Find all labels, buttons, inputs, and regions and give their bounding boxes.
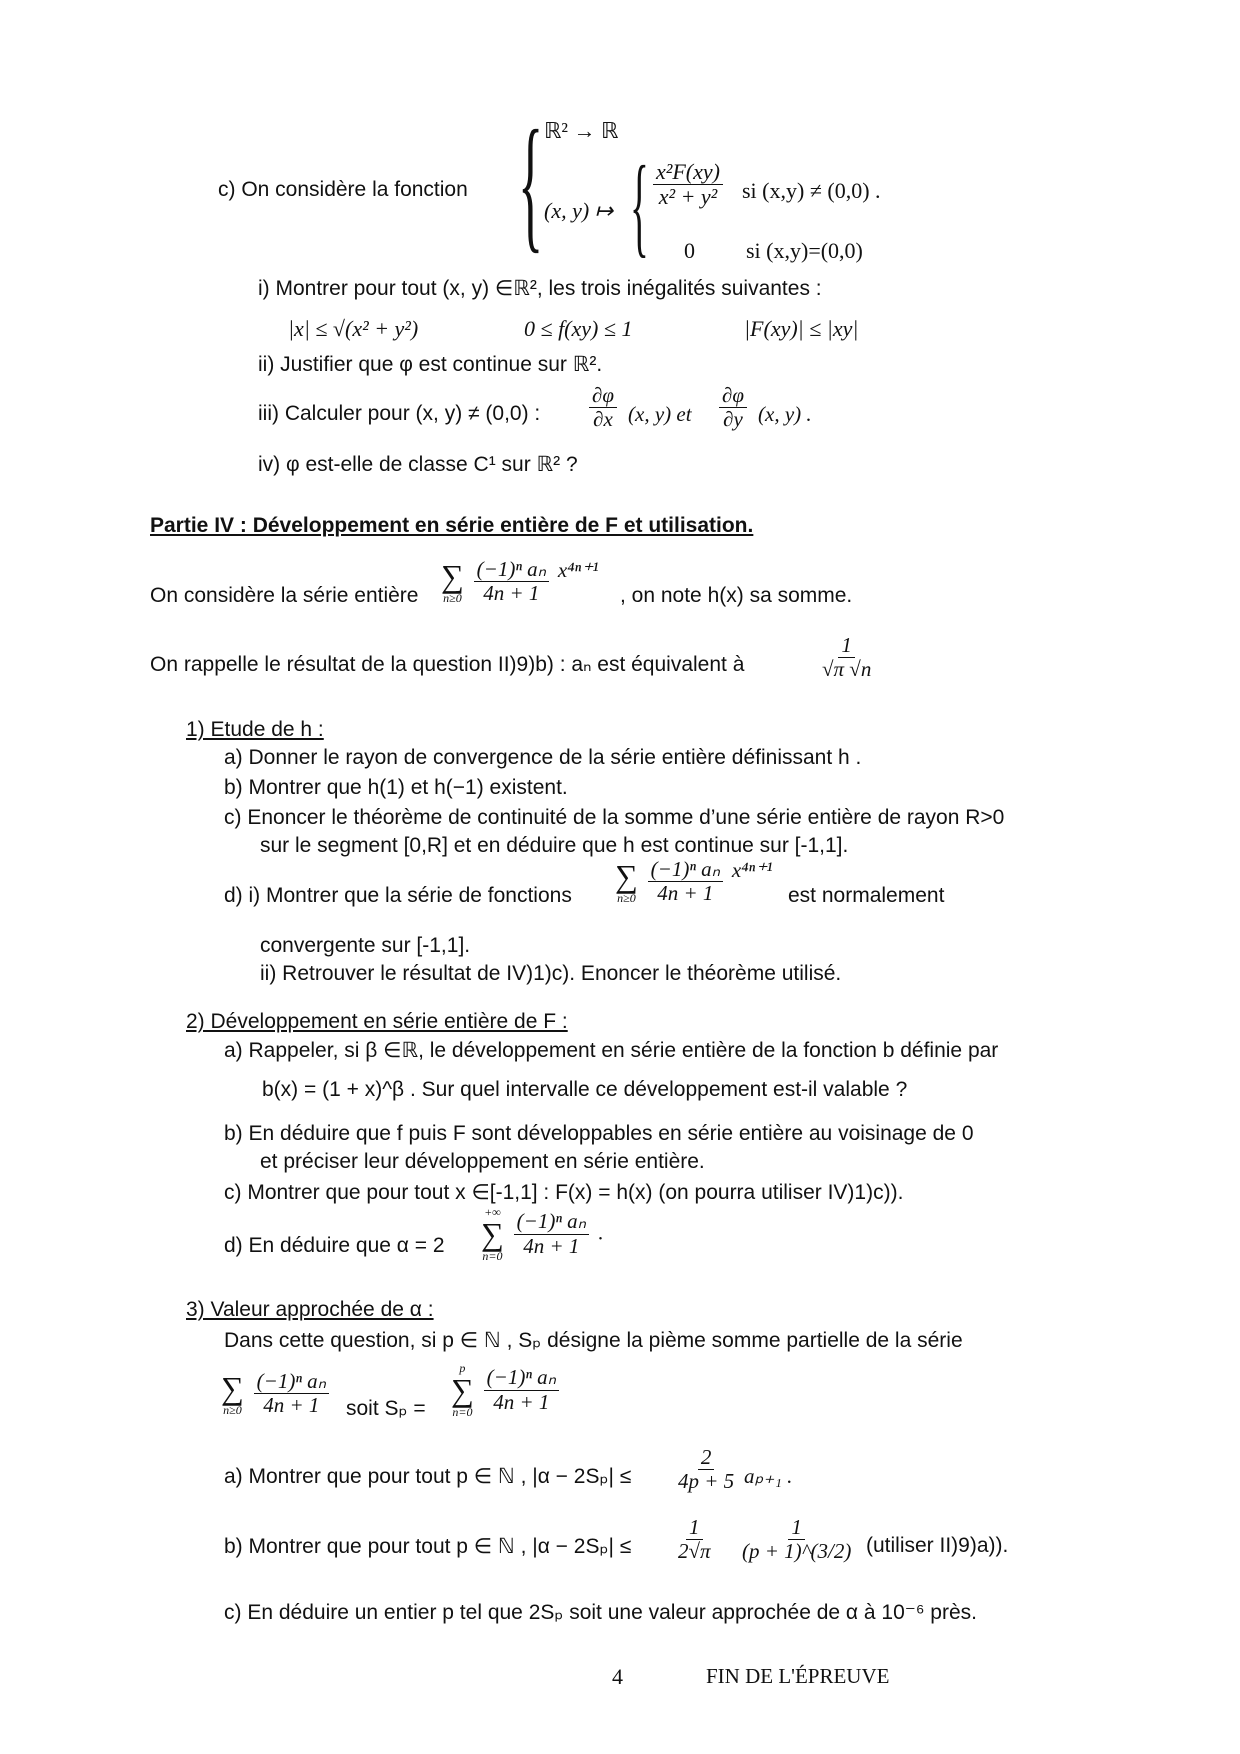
end-label: FIN DE L'ÉPREUVE [706, 1664, 890, 1688]
part3c-iv: iv) φ est-elle de classe C¹ sur ℝ² ? [258, 453, 578, 476]
q2d-upper: +∞ [484, 1205, 501, 1219]
q3a-num: 2 [698, 1446, 715, 1470]
part4-intro2: On rappelle le résultat de la question II)9)b) : aₙ est équivalent à [150, 653, 745, 676]
q3-series-right: p ∑ n=0 $\frac{\text{(−1)ⁿ aₙ}}{4n + 1}$ [450, 1362, 562, 1418]
q1d-sum-lower: n≥0 [617, 890, 636, 905]
series-main: ∑ n≥0 $\frac{\text{(−1)ⁿ aₙ}}{4n + 1}$ x⁴ⁿ⁺¹ [441, 557, 599, 606]
part4-title: Partie IV : Développement en série entière de F et utilisation. [150, 514, 754, 537]
phi-domain: ℝ² → ℝ [544, 118, 619, 143]
equiv-fraction [816, 634, 877, 681]
case1-den: x² + y² [658, 184, 718, 210]
q3-den-left: 4n + 1 [263, 1393, 320, 1418]
part3c-iii: iii) Calculer pour (x, y) ≠ (0,0) : [258, 402, 541, 425]
q3b-num2: 1 [788, 1516, 805, 1540]
q3-sum-lower: n≥0 [223, 1402, 242, 1417]
q1d-b: est normalement [788, 884, 945, 907]
q3b: b) Montrer que pour tout p ∈ ℕ , |α − 2Sₚ| ≤ [224, 1535, 632, 1558]
phi-map: (x, y) ↦ [544, 198, 614, 223]
case1-cond: si (x,y) ≠ (0,0) . [742, 178, 881, 203]
series-sum-lower: n≥0 [443, 590, 462, 605]
q3a: a) Montrer que pour tout p ∈ ℕ , |α − 2Sₚ| ≤ [224, 1465, 632, 1488]
q1-title: 1) Etude de h : [186, 718, 324, 741]
q2a-line2: b(x) = (1 + x)^β . Sur quel intervalle ce développement est-il valable ? [262, 1078, 908, 1101]
q2c: c) Montrer que pour tout x ∈[-1,1] : F(x) = h(x) (on pourra utiliser IV)1)c)). [224, 1181, 904, 1204]
q2d-a: d) En déduire que α = 2 [224, 1234, 445, 1257]
q3b-den1: 2√π [678, 1539, 711, 1564]
q2a-line1: a) Rappeler, si β ∈ℝ, le développement en série entière de la fonction b définie par [224, 1039, 999, 1062]
equiv-num: 1 [838, 634, 855, 658]
q3a-den: 4p + 5 [678, 1469, 735, 1494]
q3b-num1: 1 [686, 1516, 703, 1540]
ineq3: |F(xy)| ≤ |xy| [744, 316, 859, 341]
dphi-dy-num: ∂φ [719, 384, 747, 408]
q2d-series: +∞ ∑ n=0 $\frac{\text{(−1)ⁿ aₙ}}{4n + 1}$ . [481, 1205, 604, 1263]
q3-intro: Dans cette question, si p ∈ ℕ , Sₚ désigne la pième somme partielle de la série [224, 1329, 963, 1352]
case2-val: 0 [684, 238, 695, 263]
q1c-line2: sur le segment [0,R] et en déduire que h est continue sur [-1,1]. [260, 834, 849, 857]
dphi-dy [716, 384, 750, 431]
part4-intro1-a: On considère la série entière [150, 584, 419, 607]
q3-title: 3) Valeur approchée de α : [186, 1298, 434, 1321]
dphi-dx-arg: (x, y) et [628, 402, 692, 426]
q3b-fraction2 [736, 1516, 857, 1563]
q3-soit: soit Sₚ = [346, 1397, 426, 1420]
q2-title: 2) Développement en série entière de F : [186, 1010, 568, 1033]
q3a-fraction [672, 1446, 740, 1493]
series-den: 4n + 1 [483, 581, 540, 606]
q2d-den: 4n + 1 [523, 1233, 580, 1258]
q3b-tail: (utiliser II)9)a)). [866, 1534, 1009, 1557]
case1-fraction [650, 160, 726, 209]
dphi-dy-arg: (x, y) . [758, 402, 812, 426]
part3c-ii: ii) Justifier que φ est continue sur ℝ². [258, 353, 603, 376]
q3c: c) En déduire un entier p tel que 2Sₚ soit une valeur approchée de α à 10⁻⁶ près. [224, 1601, 977, 1624]
part3c-intro: c) On considère la fonction [218, 178, 468, 201]
ineq1: |x| ≤ √(x² + y²) [288, 316, 419, 341]
series-num: (−1)ⁿ aₙ [474, 558, 549, 582]
q1d-series-num: (−1)ⁿ aₙ [648, 858, 723, 882]
q3-series-left: ∑ n≥0 $\frac{\text{(−1)ⁿ aₙ}}{4n + 1}$ [220, 1370, 332, 1417]
part4-intro1-b: , on note h(x) sa somme. [620, 584, 853, 607]
q2d-num: (−1)ⁿ aₙ [514, 1210, 589, 1234]
q1d-series: ∑ n≥0 $\frac{\text{(−1)ⁿ aₙ}}{4n + 1}$ x⁴ⁿ⁺¹ [615, 857, 773, 906]
q3-lower: n=0 [452, 1405, 473, 1419]
q1d-a: d) i) Montrer que la série de fonctions [224, 884, 572, 907]
q3b-fraction1 [672, 1516, 717, 1563]
q3-num-left: (−1)ⁿ aₙ [254, 1370, 329, 1394]
inner-brace: { [630, 144, 649, 268]
q2b-line1: b) En déduire que f puis F sont développables en série entière au voisinage de 0 [224, 1122, 974, 1145]
q1d-line3: ii) Retrouver le résultat de IV)1)c). Enoncer le théorème utilisé. [260, 962, 842, 985]
q1a: a) Donner le rayon de convergence de la série entière définissant h . [224, 746, 862, 769]
left-brace: { [518, 100, 544, 266]
q3-num-right: (−1)ⁿ aₙ [484, 1366, 559, 1390]
ineq2: 0 ≤ f(xy) ≤ 1 [524, 316, 633, 341]
q3a-tail: aₚ₊₁ . [744, 1464, 793, 1488]
q1d-series-den: 4n + 1 [657, 881, 714, 906]
part3c-i: i) Montrer pour tout (x, y) ∈ℝ², les trois inégalités suivantes : [258, 277, 822, 300]
q1d-series-pow: x⁴ⁿ⁺¹ [731, 858, 773, 882]
q1c-line1: c) Enoncer le théorème de continuité de la somme d’une série entière de rayon R>0 [224, 806, 1005, 829]
equiv-den: √π √n [822, 657, 872, 682]
dphi-dx [586, 384, 620, 431]
dphi-dx-num: ∂φ [589, 384, 617, 408]
page-number: 4 [612, 1664, 623, 1689]
dphi-dx-den: ∂x [593, 407, 613, 432]
q3-upper: p [459, 1361, 466, 1375]
q2d-lower: n=0 [482, 1249, 503, 1263]
q3b-den2: (p + 1)^(3/2) [742, 1539, 852, 1564]
dphi-dy-den: ∂y [723, 407, 743, 432]
q3-den-right: 4n + 1 [493, 1389, 550, 1414]
case2-cond: si (x,y)=(0,0) [746, 238, 863, 263]
q2b-line2: et préciser leur développement en série entière. [260, 1150, 705, 1173]
case1-num: x²F(xy) [653, 160, 723, 185]
q1b: b) Montrer que h(1) et h(−1) existent. [224, 776, 568, 799]
series-pow: x⁴ⁿ⁺¹ [557, 558, 599, 582]
q1d-line2: convergente sur [-1,1]. [260, 934, 471, 957]
